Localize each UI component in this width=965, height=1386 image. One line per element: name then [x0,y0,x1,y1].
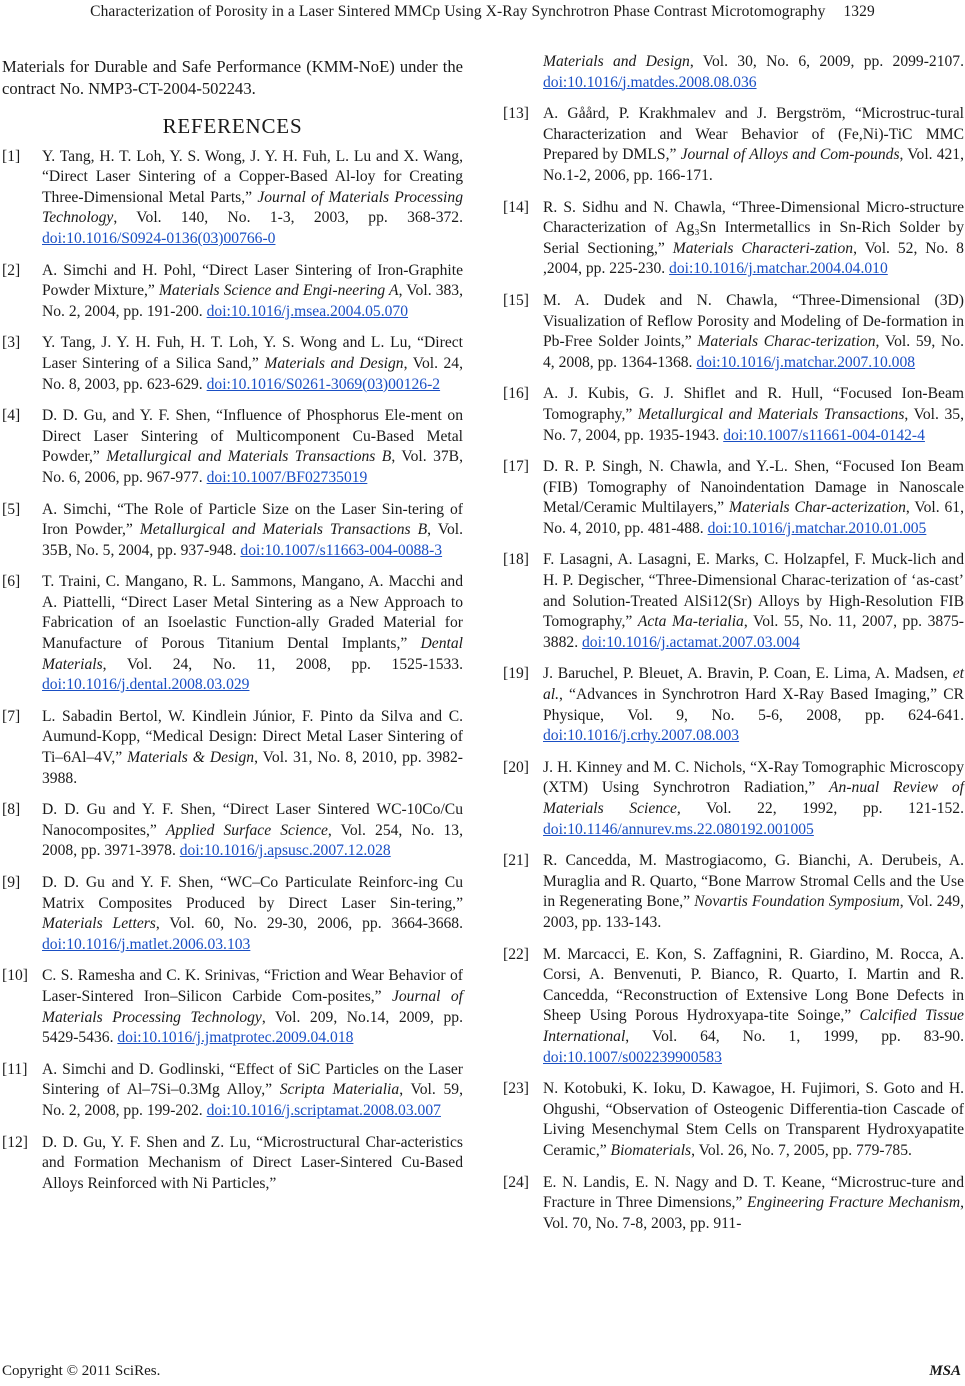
doi-link[interactable]: doi:10.1016/j.crhy.2007.08.003 [543,727,740,745]
reference-number: [5] [2,500,21,518]
reference-volume-pages: , Vol. 24, No. 8, 2003, pp. 623-629. [42,354,463,393]
reference-entry [2,1060,463,1122]
reference-authors-title: M. A. Dudek and N. Chawla, “Three-Dimensional (3D) Visualization of Reflow Porosity and Modeling of De-formation in Pb-Free Solder Joints,” [543,291,964,351]
reference-journal: Materials and Design [264,354,404,372]
left-column [2,52,463,1194]
reference-entry [503,384,964,446]
reference-number: [11] [2,1060,28,1078]
reference-volume-pages: , Vol. 209, No.14, 2009, pp. 5429-5436. [42,1008,463,1047]
reference-number: [2] [2,261,21,279]
reference-entry [503,851,964,933]
reference-authors-title: A. Simchi and D. Godlinski, “Effect of SiC Particles on the Laser Sintering of Al–7Si–0.3Mg Alloy,” [42,1060,463,1099]
doi-link[interactable]: doi:10.1016/j.matchar.2007.10.008 [696,353,916,371]
copyright-notice: Copyright © 2011 SciRes. [2,1363,161,1379]
reference-volume-pages: , Vol. 31, No. 8, 2010, pp. 3982-3988. [42,749,463,787]
reference-entry [2,966,463,1048]
reference-number: [6] [2,573,21,591]
reference-journal: Materials Letters [42,915,156,933]
reference-journal: Materials and Design [543,53,690,70]
reference-volume-pages: , Vol. 35B, No. 5, 2004, pp. 937-948. [42,521,463,559]
reference-authors-title: T. Traini, C. Mangano, R. L. Sammons, Mangano, A. Macchi and A. Piattelli, “Direct Laser Metal Sintering as a New Approach to Fabrication of an Isoelastic Function-ally Graded Material for Manufacture of Porous Titanium Dental Implants,” [42,573,463,653]
reference-authors-title: Y. Tang, J. Y. H. Fuh, H. T. Loh, Y. S. Wong and L. Lu, “Direct Laser Sintering of a Silica Sand,” [42,334,463,372]
reference-journal: Materials Charac-terization [697,333,876,351]
reference-authors-title: C. S. Ramesha and C. K. Srinivas, “Friction and Wear Behavior of Laser-Sintered Iron–Silicon Carbide Com-posites,” [42,967,463,1005]
reference-number: [10] [2,967,28,985]
page-number: 1329 [843,3,875,20]
reference-authors-title: L. Sabadin Bertol, W. Kindlein Júnior, F. Pinto da Silva and C. Aumund-Kopp, “Medical Design: Direct Metal Laser Sintering of Ti–6Al–4V,” [42,707,463,767]
reference-authors-title: A. J. Kubis, G. J. Shiflet and R. Hull, “Focused Ion-Beam Tomography,” [543,385,964,423]
reference-volume-pages: , “Advances in Synchrotron Hard X-Ray Based Imaging,” CR Physique, Vol. 9, No. 5-6, 2008, pp. 624-641. [543,686,964,724]
reference-authors-title: D. R. P. Singh, N. Chawla, and Y.-L. Shen, “Focused Ion Beam (FIB) Tomography of Nanoindentation Damage in Nanoscale Metal/Ceramic Multilayers,” [543,458,964,517]
reference-authors-title: D. D. Gu and Y. F. Shen, “Direct Laser Sintered WC-10Co/Cu Nanocomposites,” [42,801,463,839]
reference-entry [503,758,964,840]
doi-link[interactable]: doi:10.1016/j.apsusc.2007.12.028 [179,842,391,860]
reference-number: [18] [503,551,529,569]
reference-volume-pages: , Vol. 64, No. 1, 1999, pp. 83-90. [625,1027,964,1045]
reference-journal: An-nual Review of Materials Science [543,779,964,817]
reference-volume-pages: , Vol. 60, No. 29-30, 2006, pp. 3664-3668. [155,915,463,933]
reference-number: [12] [2,1133,28,1151]
reference-number: [19] [503,665,529,683]
reference-volume-pages: , Vol. 59, No. 4, 2008, pp. 1364-1368. [543,333,964,371]
reference-journal: Materials & Design [127,749,255,767]
reference-volume-pages: , Vol. 35, No. 7, 2004, pp. 1935-1943. [543,405,964,444]
doi-link[interactable]: doi:10.1016/j.jmatprotec.2009.04.018 [117,1029,354,1047]
reference-entry [503,198,964,280]
running-title: Characterization of Porosity in a Laser Sintered MMCp Using X-Ray Synchrotron Phase Contrast Microtomography [90,3,826,20]
reference-entry [2,800,463,862]
reference-authors-title: D. D. Gu and Y. F. Shen, “WC–Co Particulate Reinforc-ing Cu Matrix Composites Produced by Direct Laser Sin-tering,” [42,874,463,912]
journal-abbrev: MSA [929,1363,961,1379]
reference-journal: Scripta Materialia [279,1081,400,1099]
right-column [503,52,964,1234]
reference-volume-pages: , Vol. 24, No. 11, 2008, pp. 1525-1533. [102,655,463,673]
reference-volume-pages: , Vol. 52, No. 8 ,2004, pp. 225-230. [543,239,964,278]
reference-authors-title: R. S. Sidhu and N. Chawla, “Three-Dimensional Micro-structure Characterization of Ag₃Sn Intermetallics in Sn-Rich Solder by Serial Sectioning,” [543,198,964,257]
reference-volume-pages: , Vol. 70, No. 7-8, 2003, pp. 911- [543,1194,965,1232]
reference-journal: Dental Materials [42,635,463,673]
reference-journal: Metallurgical and Materials Transactions B [139,521,428,539]
reference-entry [2,873,463,955]
reference-journal: et al. [543,665,964,704]
reference-number: [21] [503,852,529,870]
reference-number: [17] [503,458,529,476]
reference-journal: Journal of Materials Processing Technology [42,987,463,1026]
reference-list-right [503,52,964,1234]
doi-link[interactable]: doi:10.1016/j.matchar.2010.01.005 [707,519,927,537]
reference-volume-pages: , Vol. 254, No. 13, 2008, pp. 3971-3978. [42,821,464,860]
doi-link[interactable]: doi:10.1016/S0261-3069(03)00126-2 [206,375,441,393]
reference-journal: Journal of Alloys and Com-pounds [680,146,900,164]
reference-entry [503,664,964,746]
reference-authors-title: A. Simchi and H. Pohl, “Direct Laser Sintering of Iron-Graphite Powder Mixture,” [42,261,463,300]
reference-number: [9] [2,874,21,891]
doi-link[interactable]: doi:10.1007/s11661-004-0142-4 [723,426,925,444]
reference-volume-pages: , Vol. 26, No. 7, 2005, pp. 779-785. [691,1141,912,1159]
reference-number: [23] [503,1080,529,1098]
reference-entry [2,1133,463,1195]
reference-number: [3] [2,334,21,352]
reference-list-left [2,147,463,1195]
reference-volume-pages: , Vol. 22, 1992, pp. 121-152. [676,800,964,817]
reference-number: [20] [503,758,529,776]
reference-authors-title: D. D. Gu, Y. F. Shen and Z. Lu, “Microstructural Char-acteristics and Formation Mechanism of Direct Laser-Sintered Cu-Based Alloys Reinforced with Ni Particles,” [42,1133,463,1192]
reference-journal: Journal of Materials Processing Technology [42,188,463,227]
doi-link[interactable]: doi:10.1007/BF02735019 [206,468,368,486]
reference-authors-title: J. H. Kinney and M. C. Nichols, “X-Ray Tomographic Microscopy (XTM) Using Synchrotron Radiation,” [543,758,964,797]
reference-journal: Applied Surface Science [165,821,328,839]
running-header [0,3,965,21]
reference-volume-pages: , Vol. 249, 2003, pp. 133-143. [543,893,964,931]
doi-link[interactable]: doi:10.1016/j.scriptamat.2008.03.007 [206,1101,441,1119]
reference-entry [2,572,463,696]
reference-entry [2,707,463,789]
references-heading: REFERENCES [162,114,303,138]
reference-volume-pages: , Vol. 61, No. 4, 2010, pp. 481-488. [543,499,964,537]
reference-number: [24] [503,1173,529,1191]
reference-authors-title: R. Cancedda, M. Mastrogiacomo, G. Bianchi, A. Derubeis, A. Muraglia and R. Quarto, “Bone Marrow Stromal Cells and the Use in Regenerating Bone,” [543,852,964,911]
doi-link[interactable]: doi:10.1016/S0924-0136(03)00766-0 [42,229,276,247]
reference-journal: Acta Ma-terialia [637,613,744,631]
reference-authors-title: M. Marcacci, E. Kon, S. Zaffagnini, R. Giardino, M. Rocca, A. Corsi, A. Benvenuti, P. Bianco, R. Quarto, I. Martin and R. Cancedda, “Reconstruction of Extensive Long Bone Defects in Sheep Using Porous Hydroxyapa-tite Soinge,” [543,945,964,1025]
reference-journal: Materials Char-acterization [728,499,906,517]
reference-journal: Biomaterials [610,1141,692,1159]
reference-volume-pages: , Vol. 421, No.1-2, 2006, pp. 166-171. [543,146,964,184]
reference-volume-pages: , Vol. 59, No. 2, 2008, pp. 199-202. [42,1081,463,1119]
reference-entry [503,1173,964,1235]
reference-authors-title: A. Gåård, P. Krakhmalev and J. Bergström, “Microstruc-tural Characterization and Wear Behavior of (Fe,Ni)-TiC MMC Prepared by DMLS,” [543,105,964,164]
acknowledgement-text: Materials for Durable and Safe Performance (KMM-NoE) under the contract No. NMP3-CT-2004-502243. [2,57,463,98]
reference-journal: Engineering Fracture Mechanism [747,1194,961,1212]
reference-number: [13] [503,105,529,123]
reference-entry [2,406,463,488]
reference-journal: Metallurgical and Materials Transactions [637,405,905,423]
doi-link[interactable]: doi:10.1016/j.matlet.2006.03.103 [42,935,251,953]
reference-authors-title: Y. Tang, H. T. Loh, Y. S. Wong, J. Y. H. Fuh, L. Lu and X. Wang, “Direct Laser Sintering of a Copper-Based Al-loy for Creating Three-Dimensional Metal Parts,” [42,147,463,206]
reference-entry [503,550,964,653]
doi-link[interactable]: doi:10.1016/j.matchar.2004.04.010 [669,260,888,278]
reference-number: [1] [2,147,21,165]
reference-entry [2,500,463,562]
doi-link[interactable]: doi:10.1016/j.actamat.2007.03.004 [581,633,800,651]
doi-link[interactable]: doi:10.1007/s002239900583 [543,1048,722,1066]
reference-entry [503,52,964,93]
doi-link[interactable]: doi:10.1016/j.matdes.2008.08.036 [543,73,757,91]
reference-journal: Novartis Foundation Symposium [694,893,900,911]
reference-volume-pages: , Vol. 30, No. 6, 2009, pp. 2099-2107. [689,53,964,70]
reference-volume-pages: , Vol. 140, No. 1-3, 2003, pp. 368-372. [113,209,463,227]
reference-authors-title: E. N. Landis, E. N. Nagy and D. T. Keane, “Microstruc-ture and Fracture in Three Dimensions,” [543,1173,964,1212]
reference-journal: Calcified Tissue International [543,1007,964,1045]
reference-volume-pages: , Vol. 383, No. 2, 2004, pp. 191-200. [42,282,463,320]
reference-volume-pages: , Vol. 37B, No. 6, 2006, pp. 967-977. [42,448,463,486]
reference-authors-title: N. Kotobuki, K. Ioku, D. Kawagoe, H. Fujimori, S. Goto and H. Ohgushi, “Observation of Osteogenic Differentia-tion Cascade of Living Mesenchymal Stem Cells on Transparent Hydroxyapatite Ceramic,” [543,1080,964,1159]
doi-link[interactable]: doi:10.1146/annurev.ms.22.080192.001005 [543,820,814,838]
reference-entry [503,104,964,186]
reference-entry [503,291,964,373]
reference-authors-title: F. Lasagni, A. Lasagni, E. Marks, C. Holzapfel, F. Muck-lich and H. P. Degischer, “Three-Dimensional Charac-terization of ‘as-cast’ and Solution-Treated AlSi12(Sr) Alloys by High-Resolution FIB Tomography,” [543,551,964,631]
reference-number: [8] [2,801,21,819]
reference-journal: Materials Characteri-zation [672,239,854,257]
reference-number: [14] [503,198,529,216]
reference-number: [15] [503,291,529,309]
reference-volume-pages: , Vol. 55, No. 11, 2007, pp. 3875-3882. [543,613,964,651]
reference-entry [503,457,964,539]
reference-number: [22] [503,945,529,963]
reference-journal: Materials Science and Engi-neering A [158,282,399,300]
doi-link[interactable]: doi:10.1016/j.msea.2004.05.070 [206,302,409,320]
reference-entry [2,261,463,323]
reference-journal: Metallurgical and Materials Transactions B [106,448,392,466]
reference-authors-title: A. Simchi, “The Role of Particle Size on the Laser Sin-tering of Iron Powder,” [42,500,463,539]
reference-entry [2,147,463,250]
reference-entry [2,333,463,395]
doi-link[interactable]: doi:10.1016/j.dental.2008.03.029 [42,676,250,694]
reference-number: [7] [2,707,21,725]
reference-number: [16] [503,385,529,403]
doi-link[interactable]: doi:10.1007/s11663-004-0088-3 [240,541,443,559]
reference-authors-title: J. Baruchel, P. Bleuet, A. Bravin, P. Coan, E. Lima, A. Madsen, [543,665,953,683]
reference-entry [503,1079,964,1161]
reference-number: [4] [2,407,21,425]
reference-authors-title: D. D. Gu, and Y. F. Shen, “Influence of Phosphorus Ele-ment on Direct Laser Sintering of Multicomponent Cu-Based Metal Powder,” [42,407,463,466]
reference-entry [503,945,964,1069]
